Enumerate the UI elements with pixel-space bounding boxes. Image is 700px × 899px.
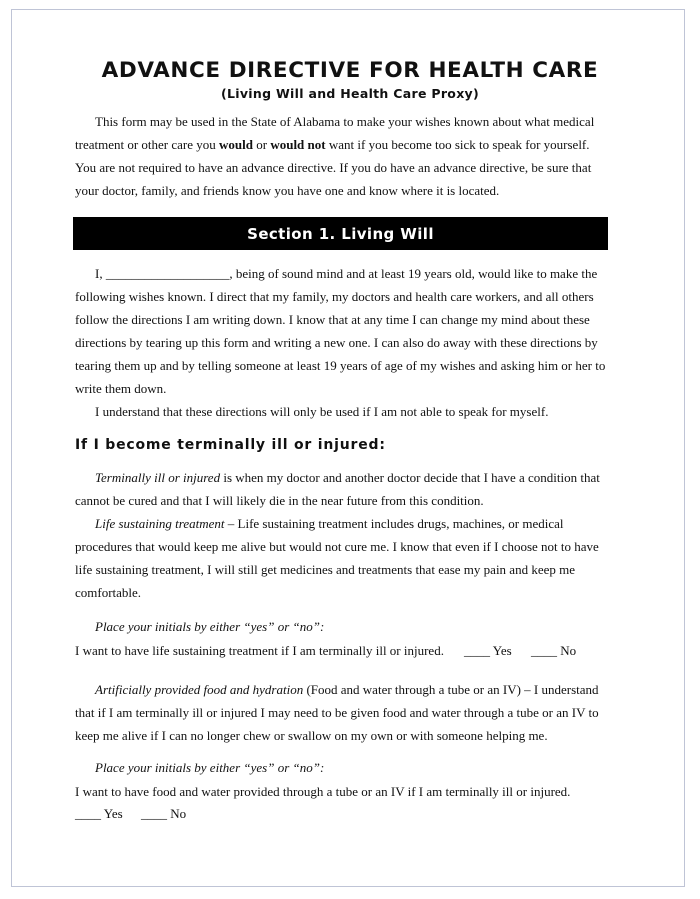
question-food-water: I want to have food and water provided through a tube or an IV if I am terminally ill or injured. [75,784,571,799]
intro-line: your doctor, family, and friends know you have one and know where it is located. [75,183,500,198]
intro-text: want if you become too sick to speak for yourself. [325,137,590,152]
definition-line [75,466,620,489]
yes-initial-blank[interactable]: ____ Yes [75,806,123,821]
term-artificial-food: Artificially provided food and hydration [95,682,304,697]
question-life-sustaining: I want to have life sustaining treatment if I am terminally ill or injured. [75,643,444,658]
definition-line [75,678,620,701]
intro-text: treatment or other care you [75,137,220,152]
initials-instruction [95,619,324,635]
terminal-definitions [75,466,620,604]
definition-line: cannot be cured and that I will likely die in the near future from this condition. [75,493,484,508]
definition-line: comfortable. [75,585,142,600]
living-will-line: write them down. [75,381,167,396]
intro-text: or [252,137,271,152]
instruction-text: Place your initials by either “yes” or “no”: [95,619,325,634]
living-will-line: follow the directions I am writing down. I know that at any time I can change my mind about these [75,312,590,327]
section-1-heading: Section 1. Living Will [247,224,434,243]
definition-text: – Life sustaining treatment includes drugs, machines, or medical [224,516,564,531]
living-will-line: I, ___________________, being of sound mind and at least 19 years old, would like to make the [95,266,598,281]
living-will-line: following wishes known. I direct that my family, my doctors and health care workers, and all others [75,289,594,304]
intro-line [75,133,620,156]
definition-line: that if I am terminally ill or injured I may need to be given food and water through a tube or an IV to [75,705,599,720]
understanding-statement: I understand that these directions will only be used if I am not able to speak for myself. [95,404,549,419]
intro-paragraph [75,110,620,202]
no-initial-blank[interactable]: ____ No [531,643,577,658]
intro-line: This form may be used in the State of Alabama to make your wishes known about what medical [95,114,595,129]
initials-instruction [95,760,324,776]
emphasis-would: would [219,137,253,152]
living-will-paragraph [75,262,620,423]
living-will-line: directions by tearing up this form and writing a new one. I can also do away with these directions by [75,335,598,350]
no-initial-blank[interactable]: ____ No [141,806,187,821]
emphasis-would-not: would not [270,137,326,152]
yes-initial-blank[interactable]: ____ Yes [464,643,512,658]
definition-line: keep me alive if I can no longer chew or swallow on my own or with someone helping me. [75,728,548,743]
definition-line [75,512,620,535]
document-title: ADVANCE DIRECTIVE FOR HEALTH CARE [101,58,599,83]
definition-line: life sustaining treatment, I will still get medicines and treatments that ease my pain and keep me [75,562,575,577]
section-1-banner [73,217,608,250]
term-life-sustaining: Life sustaining treatment [95,516,225,531]
definition-text: is when my doctor and another doctor decide that I have a condition that [220,470,600,485]
definition-text: (Food and water through a tube or an IV) – I understand [303,682,599,697]
document-subtitle: (Living Will and Health Care Proxy) [220,86,480,101]
intro-line: You are not required to have an advance directive. If you do have an advance directive, be sure that [75,160,592,175]
living-will-line: tearing them up and by telling someone at least 19 years of age of my wishes and asking him or her to [75,358,606,373]
artificial-food-definition [75,678,620,747]
definition-line: procedures that would keep me alive but would not cure me. I know that even if I choose not to have [75,539,599,554]
term-terminally-ill: Terminally ill or injured [95,470,221,485]
terminal-illness-heading: If I become terminally ill or injured: [75,437,386,453]
instruction-text: Place your initials by either “yes” or “no”: [95,760,325,775]
